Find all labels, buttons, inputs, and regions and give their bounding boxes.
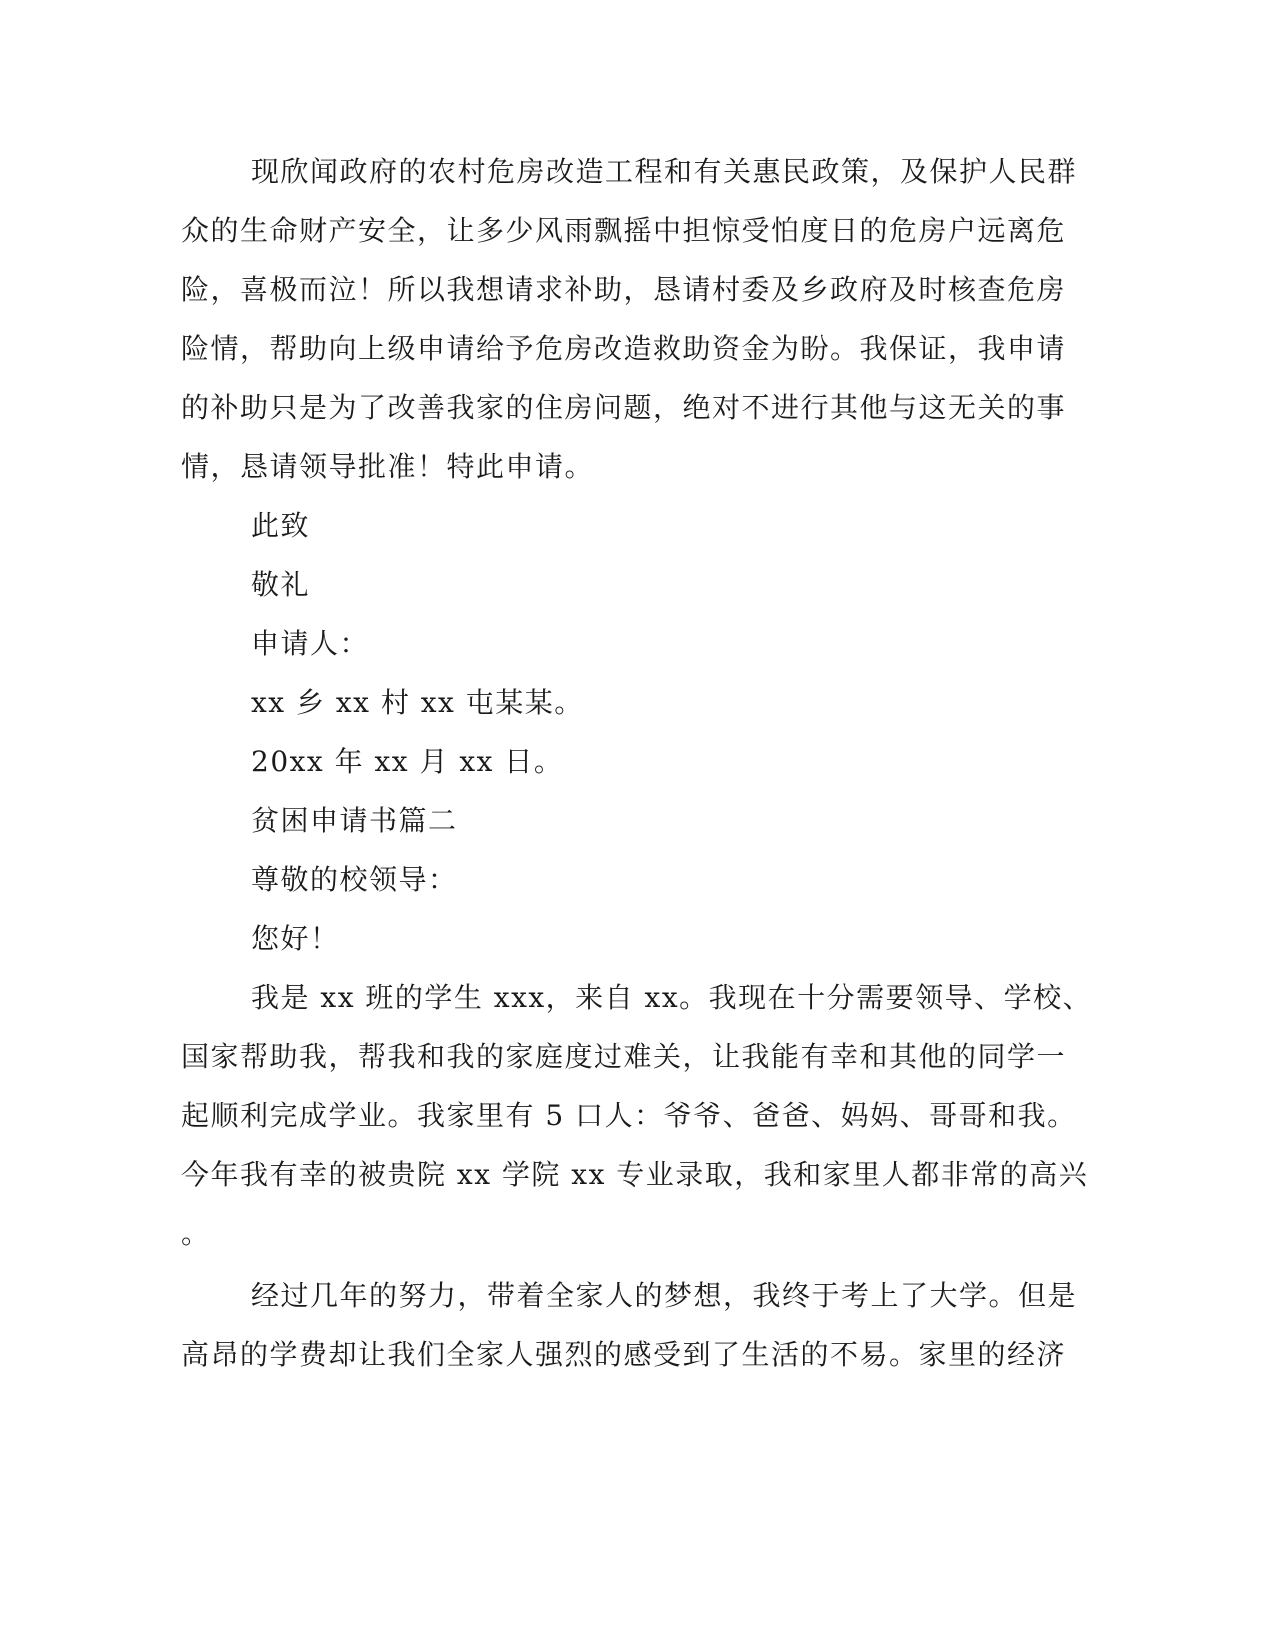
paragraph-line: 。 (181, 1217, 211, 1250)
application-date: 20xx 年 xx 月 xx 日。 (251, 745, 564, 778)
paragraph-line: 国家帮助我，帮我和我的家庭度过难关，让我能有幸和其他的同学一 (181, 1040, 1067, 1073)
paragraph-line: 的补助只是为了改善我家的住房问题，绝对不进行其他与这无关的事 (181, 391, 1067, 424)
paragraph-line: 情，恳请领导批准！特此申请。 (181, 450, 595, 483)
paragraph-line: 险，喜极而泣！所以我想请求补助，恳请村委及乡政府及时核查危房 (181, 273, 1067, 306)
closing-line: 敬礼 (251, 568, 311, 601)
closing-line: 此致 (251, 509, 311, 542)
paragraph-line: 我是 xx 班的学生 xxx，来自 xx。我现在十分需要领导、学校、 (251, 981, 1093, 1014)
applicant-label: 申请人： (251, 627, 370, 660)
applicant-address: xx 乡 xx 村 xx 屯某某。 (251, 686, 584, 719)
paragraph-line: 险情，帮助向上级申请给予危房改造救助资金为盼。我保证，我申请 (181, 332, 1067, 365)
paragraph-line: 众的生命财产安全，让多少风雨飘摇中担惊受怕度日的危房户远离危 (181, 214, 1067, 247)
paragraph-line: 高昂的学费却让我们全家人强烈的感受到了生活的不易。家里的经济 (181, 1338, 1067, 1371)
paragraph-line: 现欣闻政府的农村危房改造工程和有关惠民政策，及保护人民群 (251, 155, 1078, 188)
paragraph-line: 经过几年的努力，带着全家人的梦想，我终于考上了大学。但是 (251, 1279, 1078, 1312)
section-title: 贫困申请书篇二 (251, 804, 458, 837)
paragraph-line: 今年我有幸的被贵院 xx 学院 xx 专业录取，我和家里人都非常的高兴 (181, 1158, 1089, 1191)
greeting: 您好！ (251, 922, 340, 955)
paragraph-line: 起顺利完成学业。我家里有 5 口人：爷爷、爸爸、妈妈、哥哥和我。 (181, 1099, 1077, 1132)
salutation: 尊敬的校领导： (251, 863, 458, 896)
